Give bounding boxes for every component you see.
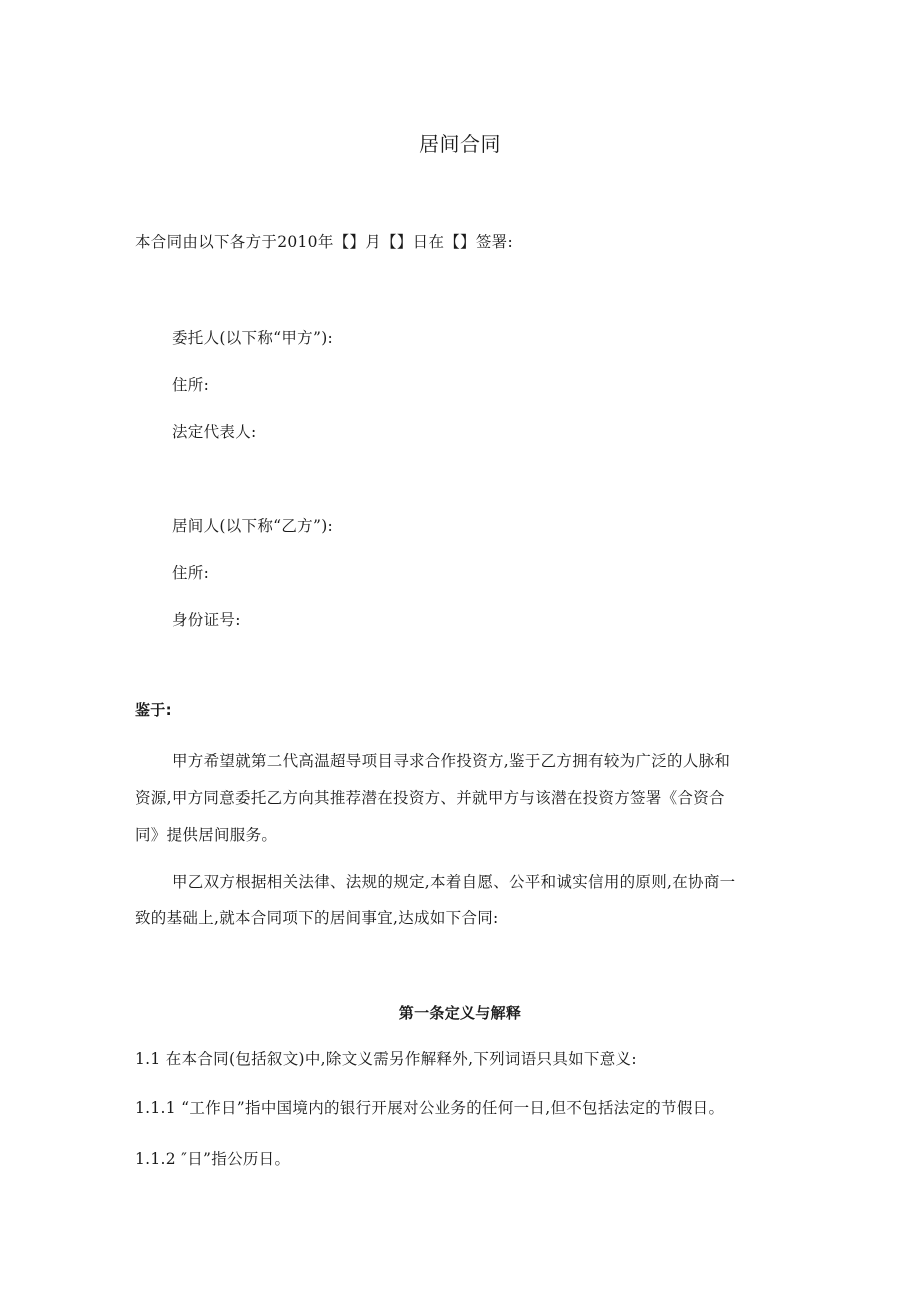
whereas-paragraph-1-line-2: 资源,甲方同意委托乙方向其推荐潜在投资方、并就甲方与该潜在投资方签署《合资合	[135, 789, 725, 807]
party-a-heading: 委托人(以下称“甲方”):	[172, 329, 334, 347]
article-1-heading: 第一条定义与解释	[398, 1004, 522, 1022]
whereas-heading: 鉴于:	[135, 701, 172, 719]
party-a-representative-label: 法定代表人:	[172, 423, 257, 441]
party-b-address-label: 住所:	[172, 564, 210, 582]
clause-1-1-1: 1.1.1 “工作日”指中国境内的银行开展对公业务的任何一日,但不包括法定的节假日。	[135, 1099, 725, 1117]
preamble-text: 本合同由以下各方于2010年【】月【】日在【】签署:	[135, 233, 513, 251]
document-title: 居间合同	[419, 132, 501, 156]
party-b-heading: 居间人(以下称“乙方”):	[172, 517, 334, 535]
whereas-paragraph-2-line-2: 致的基础上,就本合同项下的居间事宜,达成如下合同:	[135, 909, 499, 927]
clause-1-1-2: 1.1.2 ″日”指公历日。	[135, 1150, 291, 1168]
whereas-paragraph-2-line-1: 甲乙双方根据相关法律、法规的规定,本着自愿、公平和诚实信用的原则,在协商一	[172, 873, 736, 891]
whereas-paragraph-1-line-1: 甲方希望就第二代高温超导项目寻求合作投资方,鉴于乙方拥有较为广泛的人脉和	[172, 752, 731, 770]
clause-1-1: 1.1 在本合同(包括叙文)中,除文义需另作解释外,下列词语只具如下意义:	[135, 1050, 637, 1068]
whereas-paragraph-1-line-3: 同》提供居间服务。	[135, 826, 278, 844]
party-a-address-label: 住所:	[172, 376, 210, 394]
party-b-id-label: 身份证号:	[172, 611, 241, 629]
